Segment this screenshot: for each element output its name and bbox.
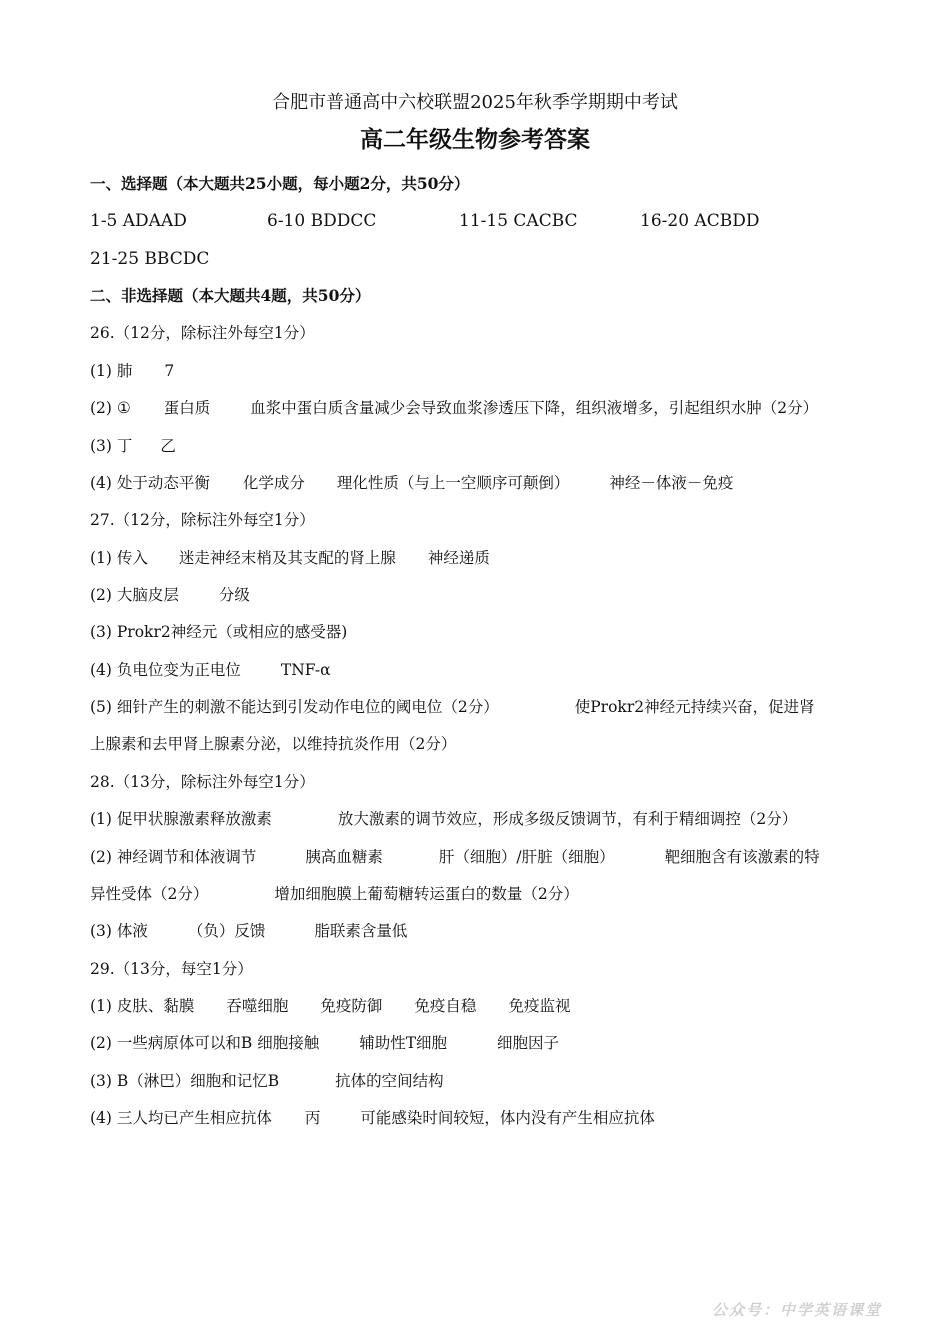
answer-text: (5) 细针产生的刺激不能达到引发动作电位的阈电位（2分） xyxy=(90,698,499,716)
section-heading-non-choice: 二、非选择题（本大题共4题，共50分） xyxy=(90,286,371,305)
answer-text: (2) 一些病原体可以和B 细胞接触 xyxy=(90,1034,320,1052)
q29-part2 xyxy=(90,1031,559,1055)
answer-text: 细胞因子 xyxy=(497,1034,560,1052)
answer-text: 蛋白质 xyxy=(163,399,211,417)
answer-text: 胰高血糖素 xyxy=(305,848,383,866)
q26-part4 xyxy=(90,471,733,495)
answer-text: 理化性质（与上一空顺序可颠倒） xyxy=(336,474,570,492)
q27-part2 xyxy=(90,583,250,607)
q28-part2-continued xyxy=(90,882,579,906)
answer-text: (4) 负电位变为正电位 xyxy=(90,661,241,679)
answer-text: 血浆中蛋白质含量减少会导致血浆渗透压下降，组织液增多，引起组织水肿（2分） xyxy=(250,399,819,417)
answer-text: 使Prokr2神经元持续兴奋，促进肾 xyxy=(574,698,815,716)
q26-part2 xyxy=(90,396,818,420)
answer-text: (2) 神经调节和体液调节 xyxy=(90,848,257,866)
answer-text: 免疫自稳 xyxy=(414,997,477,1015)
answer-text: (1) 肺 xyxy=(90,362,133,380)
mc-answer-1-5: 1-5 ADAAD xyxy=(90,211,187,231)
q26-header: 26.（12分，除标注外每空1分） xyxy=(90,324,315,342)
answer-text: 放大激素的调节效应，形成多级反馈调节，有利于精细调控（2分） xyxy=(337,810,798,828)
page-title: 高二年级生物参考答案 xyxy=(360,126,590,153)
q29-part4 xyxy=(90,1106,655,1130)
q28-part1 xyxy=(90,807,797,831)
answer-text: 神经递质 xyxy=(427,549,490,567)
answer-text: 神经－体液－免疫 xyxy=(609,474,734,492)
q28-part2 xyxy=(90,845,820,869)
answer-text: (1) 皮肤、黏膜 xyxy=(90,997,195,1015)
q27-part5-continued: 上腺素和去甲肾上腺素分泌，以维持抗炎作用（2分） xyxy=(90,735,457,753)
answer-text: 迷走神经末梢及其支配的肾上腺 xyxy=(178,549,396,567)
q29-part1 xyxy=(90,994,570,1018)
answer-text: (2) 大脑皮层 xyxy=(90,586,179,604)
answer-text: TNF-α xyxy=(280,661,331,679)
mc-answer-6-10: 6-10 BDDCC xyxy=(267,211,377,231)
section-heading-multiple-choice: 一、选择题（本大题共25小题，每小题2分，共50分） xyxy=(90,174,470,193)
answer-text: (3) 体液 xyxy=(90,922,148,940)
mc-answer-21-25: 21-25 BBCDC xyxy=(90,249,210,269)
answer-text: 辅助性T细胞 xyxy=(359,1034,448,1052)
answer-text: 肝（细胞）/肝脏（细胞） xyxy=(438,848,615,866)
answer-text: 脂联素含量低 xyxy=(314,922,408,940)
answer-text: (4) 三人均已产生相应抗体 xyxy=(90,1109,272,1127)
q26-part3 xyxy=(90,434,176,458)
mc-answer-16-20: 16-20 ACBDD xyxy=(640,211,760,231)
answer-text: 分级 xyxy=(218,586,250,604)
q27-part4 xyxy=(90,658,331,682)
answer-text: 7 xyxy=(164,362,175,380)
answer-text: 免疫监视 xyxy=(508,997,571,1015)
q29-header: 29.（13分，每空1分） xyxy=(90,960,253,978)
q27-part3: (3) Prokr2神经元（或相应的感受器) xyxy=(90,623,348,641)
q26-part1 xyxy=(90,359,174,383)
answer-text: 异性受体（2分） xyxy=(90,885,209,903)
q27-part1 xyxy=(90,546,490,570)
q29-part3 xyxy=(90,1069,444,1093)
answer-text: 乙 xyxy=(160,437,176,455)
answer-text: 吞噬细胞 xyxy=(226,997,289,1015)
answer-text: (4) 处于动态平衡 xyxy=(90,474,210,492)
answer-text: (3) 丁 xyxy=(90,437,133,455)
answer-text: 丙 xyxy=(304,1109,321,1127)
answer-text: (3) B（淋巴）细胞和记忆B xyxy=(90,1072,280,1090)
q28-header: 28.（13分，除标注外每空1分） xyxy=(90,773,315,791)
q27-part5 xyxy=(90,695,815,719)
watermark: 公众号：中学英语课堂 xyxy=(711,1301,882,1319)
answer-text: 靶细胞含有该激素的特 xyxy=(664,848,820,866)
mc-answer-11-15: 11-15 CACBC xyxy=(459,211,578,231)
answer-text: (1) 传入 xyxy=(90,549,148,567)
q27-header: 27.（12分，除标注外每空1分） xyxy=(90,511,315,529)
q28-part3 xyxy=(90,919,407,943)
answer-text: (1) 促甲状腺激素释放激素 xyxy=(90,810,272,828)
answer-text: 可能感染时间较短，体内没有产生相应抗体 xyxy=(360,1109,655,1127)
answer-text: (2) ① xyxy=(90,399,131,417)
exam-subtitle: 合肥市普通高中六校联盟2025年秋季学期期中考试 xyxy=(272,92,678,113)
answer-text: 免疫防御 xyxy=(320,997,383,1015)
answer-text: 增加细胞膜上葡萄糖转运蛋白的数量（2分） xyxy=(274,885,579,903)
answer-text: （负）反馈 xyxy=(187,922,266,940)
answer-text: 化学成分 xyxy=(242,474,305,492)
answer-text: 抗体的空间结构 xyxy=(335,1072,444,1090)
